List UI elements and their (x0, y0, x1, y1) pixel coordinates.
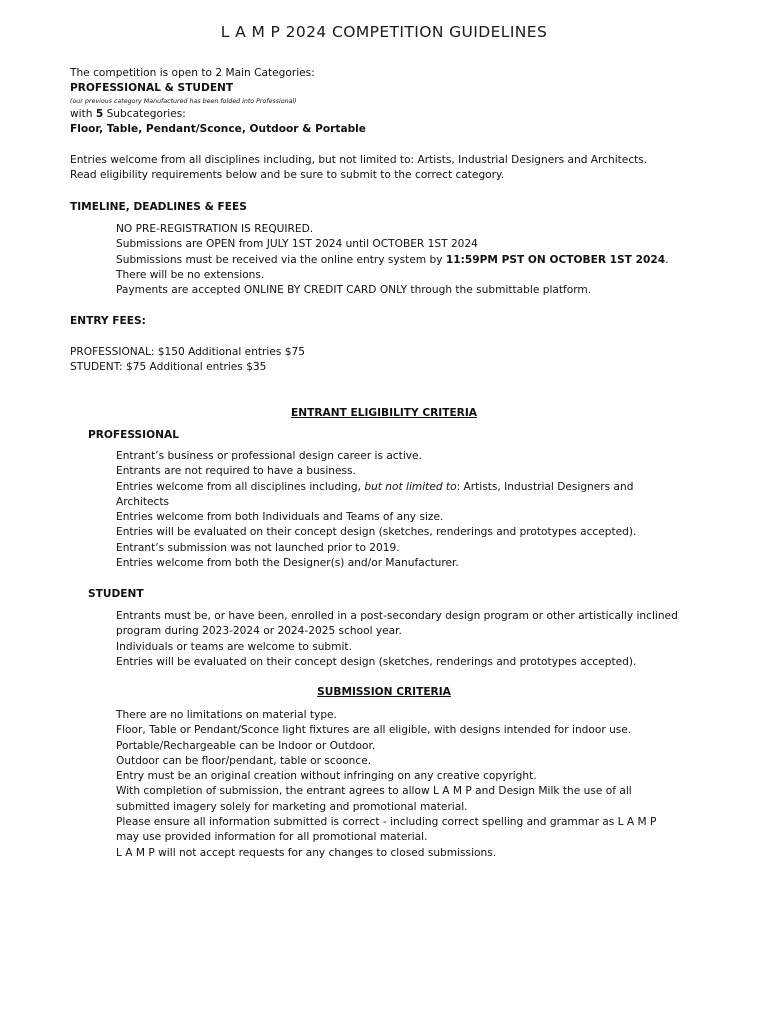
fee-student: STUDENT: $75 Additional entries $35 (70, 361, 267, 374)
disciplines-text: Entries welcome from all disciplines including, but not limited to: Artists, Industrial Designers and Architects. (70, 154, 648, 166)
professional-heading: PROFESSIONAL (88, 429, 179, 441)
criteria-item: Entries welcome from both the Designer(s) and/or Manufacturer. (116, 557, 459, 570)
submission-item: Please ensure all information submitted is correct - including correct spelling and grammar as L A M P (116, 816, 657, 829)
student-list (116, 609, 716, 670)
subcategories-intro: with 5 Subcategories: (70, 107, 186, 120)
subcategories-list: Floor, Table, Pendant/Sconce, Outdoor & Portable (70, 122, 366, 135)
intro-welcome (70, 153, 710, 184)
category-note: (our previous category Manufactured has been folded into Professional) (70, 97, 297, 105)
submission-heading: SUBMISSION CRITERIA (317, 686, 451, 698)
criteria-item: Entries welcome from both Individuals and Teams of any size. (116, 511, 444, 524)
criteria-item-continued: Architects (116, 495, 170, 508)
submission-item: With completion of submission, the entrant agrees to allow L A M P and Design Milk the use of all (116, 785, 632, 798)
submission-item: Floor, Table or Pendant/Sconce light fixtures are all eligible, with designs intended for indoor use. (116, 724, 632, 737)
timeline-heading: TIMELINE, DEADLINES & FEES (70, 201, 247, 213)
timeline-list (116, 222, 716, 298)
intro-section (70, 66, 710, 137)
criteria-item: Entries will be evaluated on their concept design (sketches, renderings and prototypes accepted). (116, 655, 637, 668)
submission-item: L A M P will not accept requests for any changes to closed submissions. (116, 846, 497, 859)
categories-intro: The competition is open to 2 Main Categories: (70, 67, 315, 79)
submission-item-continued: may use provided information for all promotional material. (116, 831, 428, 844)
criteria-item: Entries will be evaluated on their concept design (sketches, renderings and prototypes accepted). (116, 526, 637, 539)
fees-list (70, 345, 710, 376)
criteria-item: Entrants are not required to have a business. (116, 465, 356, 478)
criteria-item-continued: program during 2023-2024 or 2024-2025 school year. (116, 625, 402, 638)
eligibility-heading: ENTRANT ELIGIBILITY CRITERIA (291, 407, 477, 419)
criteria-item: Entrant’s business or professional design career is active. (116, 450, 422, 462)
submission-item: Outdoor can be floor/pendant, table or scoonce. (116, 754, 372, 767)
timeline-item: Submissions are OPEN from JULY 1ST 2024 until OCTOBER 1ST 2024 (116, 238, 478, 251)
submission-item: Entry must be an original creation without infringing on any creative copyright. (116, 770, 537, 783)
student-heading: STUDENT (88, 588, 144, 600)
fee-professional: PROFESSIONAL: $150 Additional entries $75 (70, 346, 305, 358)
submission-item-continued: submitted imagery solely for marketing and promotional material. (116, 800, 468, 813)
timeline-item: Payments are accepted ONLINE BY CREDIT CARD ONLY through the submittable platform. (116, 284, 592, 297)
fees-heading: ENTRY FEES: (70, 315, 146, 327)
timeline-item: Submissions must be received via the online entry system by 11:59PM PST ON OCTOBER 1ST 2024. (116, 253, 669, 266)
page-title: L A M P 2024 COMPETITION GUIDELINES (220, 23, 548, 41)
timeline-item: NO PRE-REGISTRATION IS REQUIRED. (116, 223, 314, 235)
submission-list (116, 708, 716, 861)
criteria-item: Entries welcome from all disciplines including, but not limited to: Artists, Industrial Designers and (116, 480, 634, 493)
criteria-item: Individuals or teams are welcome to submit. (116, 640, 352, 653)
criteria-item: Entrant’s submission was not launched prior to 2019. (116, 541, 400, 554)
criteria-item: Entrants must be, or have been, enrolled in a post-secondary design program or other artistically inclined (116, 610, 678, 622)
main-categories: PROFESSIONAL & STUDENT (70, 82, 234, 95)
professional-list (116, 449, 716, 571)
eligibility-note: Read eligibility requirements below and be sure to submit to the correct category. (70, 169, 505, 182)
submission-item: There are no limitations on material type. (116, 709, 337, 721)
timeline-item: There will be no extensions. (116, 268, 265, 281)
submission-item: Portable/Rechargeable can be Indoor or Outdoor. (116, 739, 376, 752)
